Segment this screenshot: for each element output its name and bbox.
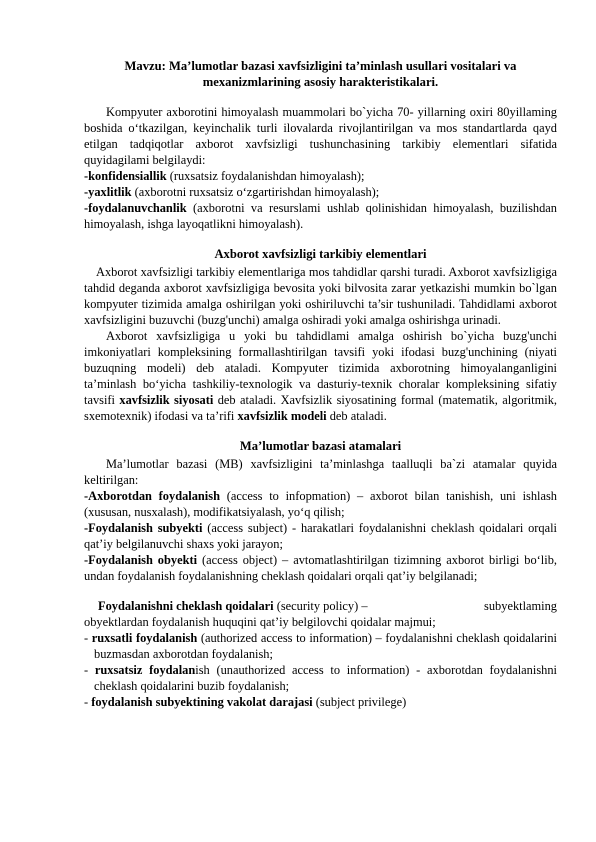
security-policy-right: subyektlaming [484, 599, 557, 613]
term-description: (subject privilege) [312, 695, 407, 709]
security-policy-line [84, 598, 557, 614]
term: foydalanish subyektining vakolat darajasi [91, 695, 313, 709]
element-availability [84, 200, 557, 232]
term-access-to-information [84, 488, 557, 520]
security-policy-continuation: obyektlardan foydalanish huquqini qat’iy belgilovchi qoidalar majmui; [84, 615, 436, 629]
security-policy-left [98, 598, 368, 614]
term: -Foydalanish obyekti [84, 553, 198, 567]
item-authorized-access [84, 630, 557, 662]
item-unauthorized-access [84, 662, 557, 694]
bullet: - [84, 663, 95, 677]
text-run: Axborot xavfsizligiga u yoki bu tahdidlami amalga oshirish bo`yicha buzg'unchi imkoniyatlari kompleksining formallashtirilgan tavsifi yoki ifodasi buzg'unchining (niyati buzuqning modeli) deb ataladi. Kompyuter tizimida axborotning himoyalanganligini ta’minlash bo‘yicha tashkiliy-texnologik va dasturiy-texnik choralar kompleksining sifatiy tavsifi [84, 329, 557, 407]
term: -foydalanuvchanlik [84, 201, 187, 215]
term: ruxsatli foydalanish [91, 631, 198, 645]
bullet: - [84, 695, 92, 709]
term-description: (ruxsatsiz foydalanishdan himoyalash); [166, 169, 365, 183]
document-title: Mavzu: Ma’lumotlar bazasi xavfsizligini ta’minlash usullari vositalari va mexanizmlarining asosiy harakteristikalari. [124, 59, 517, 89]
security-elements-paragraph-1: Axborot xavfsizligi tarkibiy elementlariga mos tahdidlar qarshi turadi. Axborot xavfsizligiga tahdid deganda axborot xavfsizligiga bevosita yoki bilvosita zarar yetkazishi mumkin bo`lgan kompyuter tizimida amalga oshirilgan yoki oshiriluvchi ta’sir tushuniladi. Tahdidlami axborot xavfsizligini buzuvchi (buzg'unchi) amalga oshiradi yoki amalga oshirishga urinadi. [84, 265, 557, 327]
item-subject-privilege [84, 694, 557, 710]
term-description: (authorized access to information) – foydalanishni cheklash qoidalarini buzmasdan axborotdan foydalanish; [94, 631, 557, 661]
term-description: (access object) – avtomatlashtirilgan tizimning axborot birligi bo‘lib, undan foydalanish foydalanishning cheklash qoidalari orqali qat’iy belgilanadi; [84, 553, 557, 583]
document-page [84, 58, 557, 710]
element-integrity [84, 184, 557, 200]
term-description: (axborotni va resurslami ushlab qolinishidan himoyalash, buzilishdan himoyalash, ishga layoqatlikni himoyalash). [84, 201, 557, 231]
term: xavfsizlik modeli [237, 409, 327, 423]
term-access-object [84, 552, 557, 584]
term: ruxsatsiz foydalan [94, 663, 196, 677]
term: xavfsizlik siyosati [119, 393, 214, 407]
term-description: ish (unauthorized access to information) - axborotdan foydalanishni cheklash qoidalarini buzib foydalanish; [94, 663, 557, 693]
term: -yaxlitlik [84, 185, 132, 199]
text-run: deb ataladi. Xavfsizlik siyosatining formal (matematik, algoritmik, sxemotexnik) ifodasi va ta’rifi [84, 393, 557, 423]
bullet: - [84, 631, 92, 645]
section-heading-db-terms: Ma’lumotlar bazasi atamalari [239, 439, 402, 453]
term-description: (security policy) – [273, 599, 368, 613]
db-terms-intro: Ma’lumotlar bazasi (MB) xavfsizligini ta’minlashga taalluqli ba`zi atamalar quyida keltirilgan: [84, 457, 557, 487]
security-elements-paragraph-2 [84, 328, 557, 424]
term-description: (access subject) - harakatlari foydalanishni cheklash qoidalari orqali qat’iy belgilanuvchi shaxs yoki jarayon; [84, 521, 558, 551]
term: Foydalanishni cheklash qoidalari [98, 599, 274, 613]
text-run: deb ataladi. [326, 409, 387, 423]
term-access-subject [84, 520, 557, 552]
spacer [84, 584, 557, 598]
term: -Axborotdan foydalanish [84, 489, 220, 503]
term: -Foydalanish subyekti [84, 521, 203, 535]
section-heading-security-elements: Axborot xavfsizligi tarkibiy elementlari [214, 247, 427, 261]
element-confidentiality [84, 168, 557, 184]
term-description: (axborotni ruxsatsiz o‘zgartirishdan himoyalash); [131, 185, 380, 199]
term: -konfidensiallik [84, 169, 167, 183]
term-description: (access to infopmation) – axborot bilan tanishish, uni ishlash (xususan, nusxalash), modifikatsiyalash, yo‘q qilish; [84, 489, 557, 519]
intro-paragraph: Kompyuter axborotini himoyalash muammolari bo`yicha 70- yillarning oxiri 80yillaming boshida o‘tkazilgan, keyinchalik turli ilovalarda rivojlantirilgan va mos standartlarda qayd etilgan tadqiqotlar axborot xavfsizligi tushunchasining tarkibiy elementlari sifatida quyidagilami belgilaydi: [84, 105, 557, 167]
